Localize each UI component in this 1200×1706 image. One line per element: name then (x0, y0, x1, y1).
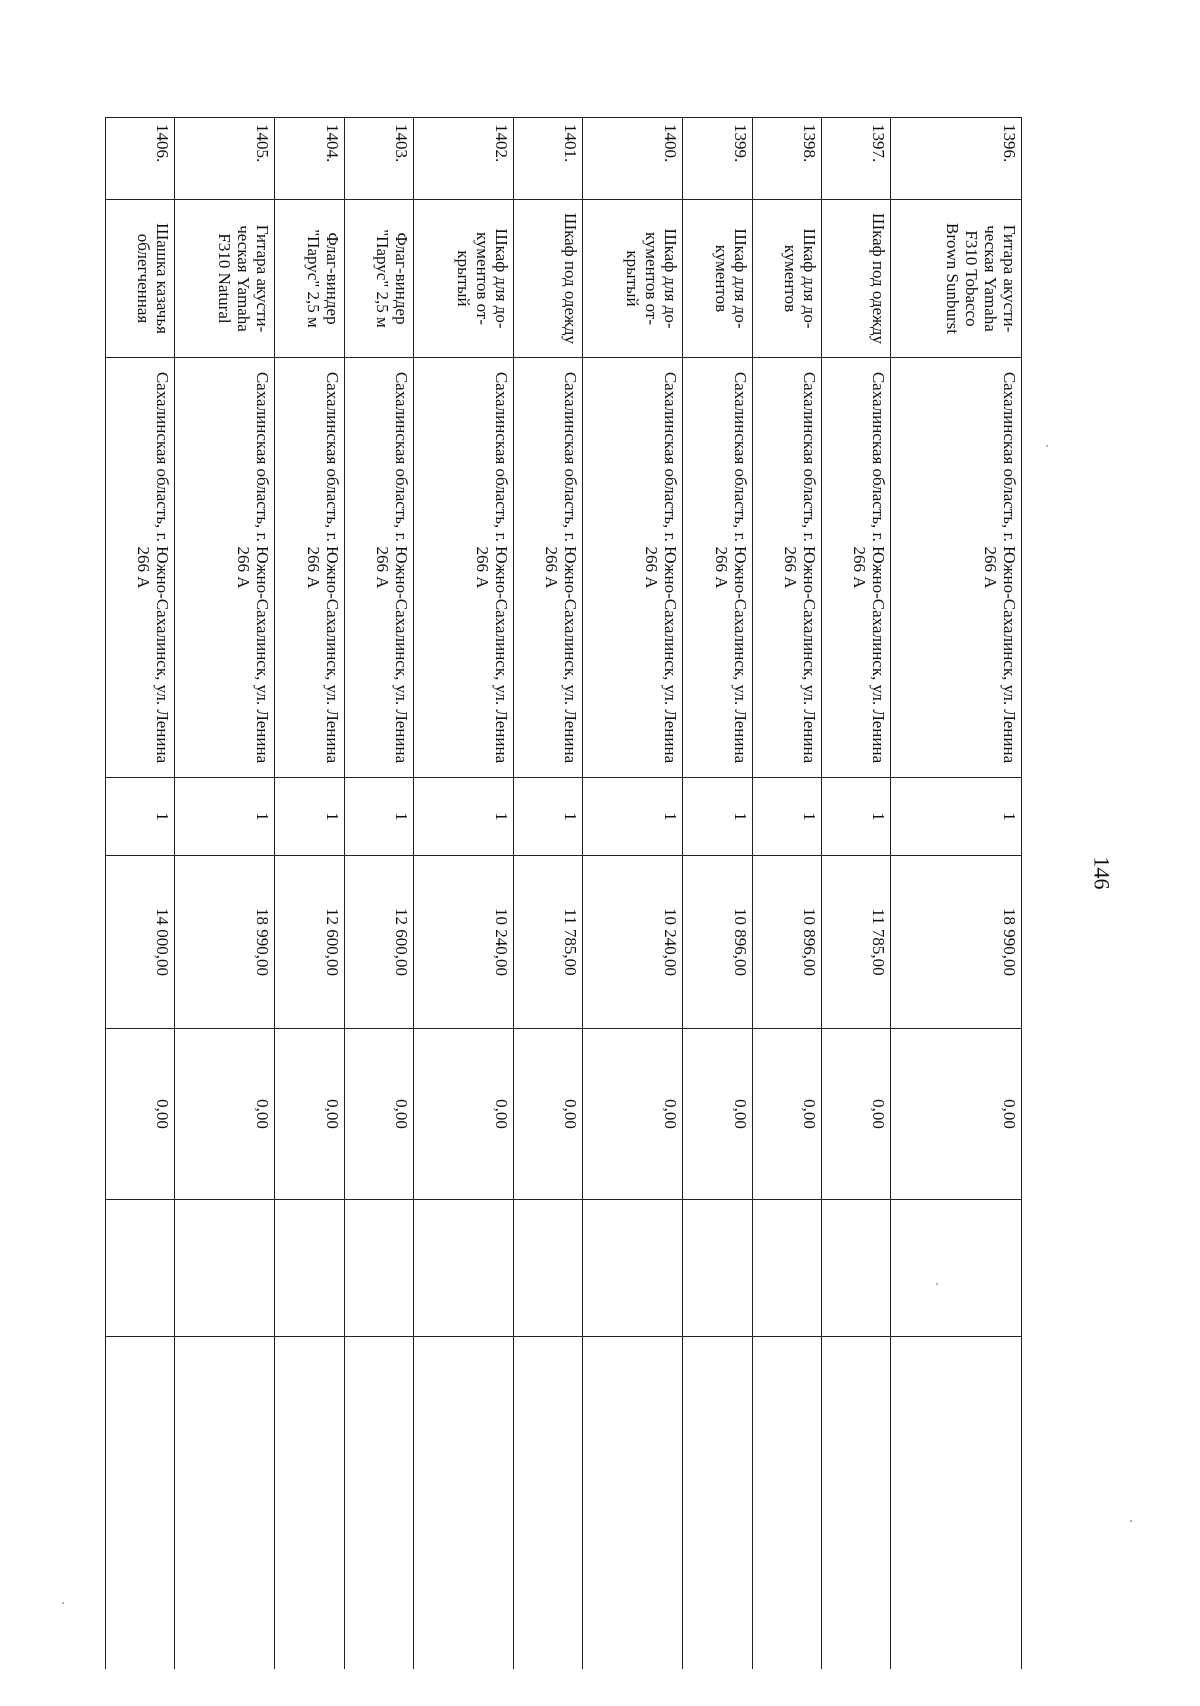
item-residual-value: 0,00 (822, 1029, 891, 1200)
table-row (822, 118, 891, 1670)
scan-speck (1046, 445, 1048, 447)
item-name: Флаг-виндер "Парус" 2,5 м (275, 200, 344, 358)
table-row (175, 118, 275, 1670)
row-number: 1401. (514, 118, 583, 200)
item-cost: 12 600,00 (275, 856, 344, 1029)
table-row (106, 118, 175, 1670)
item-cost: 11 785,00 (822, 856, 891, 1029)
item-address: Сахалинская область, г. Южно-Сахалинск, ул. Ленина 266 А (822, 358, 891, 778)
row-number: 1402. (414, 118, 514, 200)
item-cost: 12 600,00 (344, 856, 413, 1029)
item-quantity: 1 (275, 778, 344, 856)
item-name: Шкаф для до-кументов от-крытый (583, 200, 683, 358)
item-cost: 11 785,00 (514, 856, 583, 1029)
empty-cell (514, 1200, 583, 1337)
item-quantity: 1 (583, 778, 683, 856)
empty-cell (175, 1337, 275, 1670)
item-quantity: 1 (822, 778, 891, 856)
table-row (891, 118, 1022, 1670)
item-quantity: 1 (514, 778, 583, 856)
row-number: 1400. (583, 118, 683, 200)
table-row (514, 118, 583, 1670)
empty-cell (683, 1200, 752, 1337)
page-number: 146 (1089, 856, 1115, 890)
item-quantity: 1 (414, 778, 514, 856)
empty-cell (414, 1337, 514, 1670)
item-residual-value: 0,00 (752, 1029, 821, 1200)
empty-cell (822, 1200, 891, 1337)
row-number: 1396. (891, 118, 1022, 200)
item-cost: 10 240,00 (583, 856, 683, 1029)
item-address: Сахалинская область, г. Южно-Сахалинск, ул. Ленина 266 А (514, 358, 583, 778)
empty-cell (583, 1200, 683, 1337)
inventory-table-frame (105, 117, 1022, 1669)
item-residual-value: 0,00 (106, 1029, 175, 1200)
item-residual-value: 0,00 (344, 1029, 413, 1200)
item-residual-value: 0,00 (175, 1029, 275, 1200)
item-address: Сахалинская область, г. Южно-Сахалинск, ул. Ленина 266 А (175, 358, 275, 778)
item-address: Сахалинская область, г. Южно-Сахалинск, ул. Ленина 266 А (414, 358, 514, 778)
item-name: Шкаф под одежду (514, 200, 583, 358)
item-cost: 10 240,00 (414, 856, 514, 1029)
empty-cell (275, 1200, 344, 1337)
empty-cell (514, 1337, 583, 1670)
inventory-table (105, 117, 1022, 1669)
row-number: 1405. (175, 118, 275, 200)
empty-cell (414, 1200, 514, 1337)
table-row (275, 118, 344, 1670)
item-name: Флаг-виндер "Парус" 2,5 м (344, 200, 413, 358)
scan-speck (62, 1602, 64, 1604)
item-address: Сахалинская область, г. Южно-Сахалинск, ул. Ленина 266 А (275, 358, 344, 778)
item-name: Шашка казачья облегченная (106, 200, 175, 358)
item-quantity: 1 (752, 778, 821, 856)
item-name: Гитара акусти-ческая Yamaha F310 Tobacco Brown Sunburst (891, 200, 1022, 358)
item-residual-value: 0,00 (514, 1029, 583, 1200)
item-quantity: 1 (175, 778, 275, 856)
item-quantity: 1 (106, 778, 175, 856)
row-number: 1399. (683, 118, 752, 200)
row-number: 1404. (275, 118, 344, 200)
item-cost: 10 896,00 (752, 856, 821, 1029)
item-name: Гитара акусти-ческая Yamaha F310 Natural (175, 200, 275, 358)
item-address: Сахалинская область, г. Южно-Сахалинск, ул. Ленина 266 А (106, 358, 175, 778)
scan-speck (1130, 1520, 1132, 1522)
empty-cell (344, 1337, 413, 1670)
item-address: Сахалинская область, г. Южно-Сахалинск, ул. Ленина 266 А (583, 358, 683, 778)
empty-cell (891, 1337, 1022, 1670)
item-quantity: 1 (683, 778, 752, 856)
item-quantity: 1 (344, 778, 413, 856)
item-name: Шкаф под одежду (822, 200, 891, 358)
item-address: Сахалинская область, г. Южно-Сахалинск, ул. Ленина 266 А (891, 358, 1022, 778)
empty-cell (175, 1200, 275, 1337)
item-cost: 18 990,00 (891, 856, 1022, 1029)
item-address: Сахалинская область, г. Южно-Сахалинск, ул. Ленина 266 А (683, 358, 752, 778)
table-row (344, 118, 413, 1670)
item-residual-value: 0,00 (275, 1029, 344, 1200)
item-name: Шкаф для до-кументов (752, 200, 821, 358)
empty-cell (275, 1337, 344, 1670)
empty-cell (752, 1337, 821, 1670)
empty-cell (822, 1337, 891, 1670)
row-number: 1403. (344, 118, 413, 200)
table-row (752, 118, 821, 1670)
row-number: 1406. (106, 118, 175, 200)
table-row (414, 118, 514, 1670)
empty-cell (344, 1200, 413, 1337)
scan-speck (936, 1283, 938, 1285)
table-row (683, 118, 752, 1670)
item-residual-value: 0,00 (891, 1029, 1022, 1200)
item-address: Сахалинская область, г. Южно-Сахалинск, ул. Ленина 266 А (344, 358, 413, 778)
inventory-table-body (106, 118, 1022, 1670)
item-quantity: 1 (891, 778, 1022, 856)
item-residual-value: 0,00 (583, 1029, 683, 1200)
item-cost: 10 896,00 (683, 856, 752, 1029)
item-address: Сахалинская область, г. Южно-Сахалинск, ул. Ленина 266 А (752, 358, 821, 778)
row-number: 1398. (752, 118, 821, 200)
item-cost: 18 990,00 (175, 856, 275, 1029)
empty-cell (683, 1337, 752, 1670)
item-residual-value: 0,00 (683, 1029, 752, 1200)
empty-cell (752, 1200, 821, 1337)
empty-cell (891, 1200, 1022, 1337)
empty-cell (106, 1337, 175, 1670)
empty-cell (106, 1200, 175, 1337)
item-name: Шкаф для до-кументов от-крытый (414, 200, 514, 358)
empty-cell (583, 1337, 683, 1670)
item-residual-value: 0,00 (414, 1029, 514, 1200)
row-number: 1397. (822, 118, 891, 200)
inventory-table-rotated (105, 117, 1022, 1669)
item-name: Шкаф для до-кументов (683, 200, 752, 358)
table-row (583, 118, 683, 1670)
item-cost: 14 000,00 (106, 856, 175, 1029)
